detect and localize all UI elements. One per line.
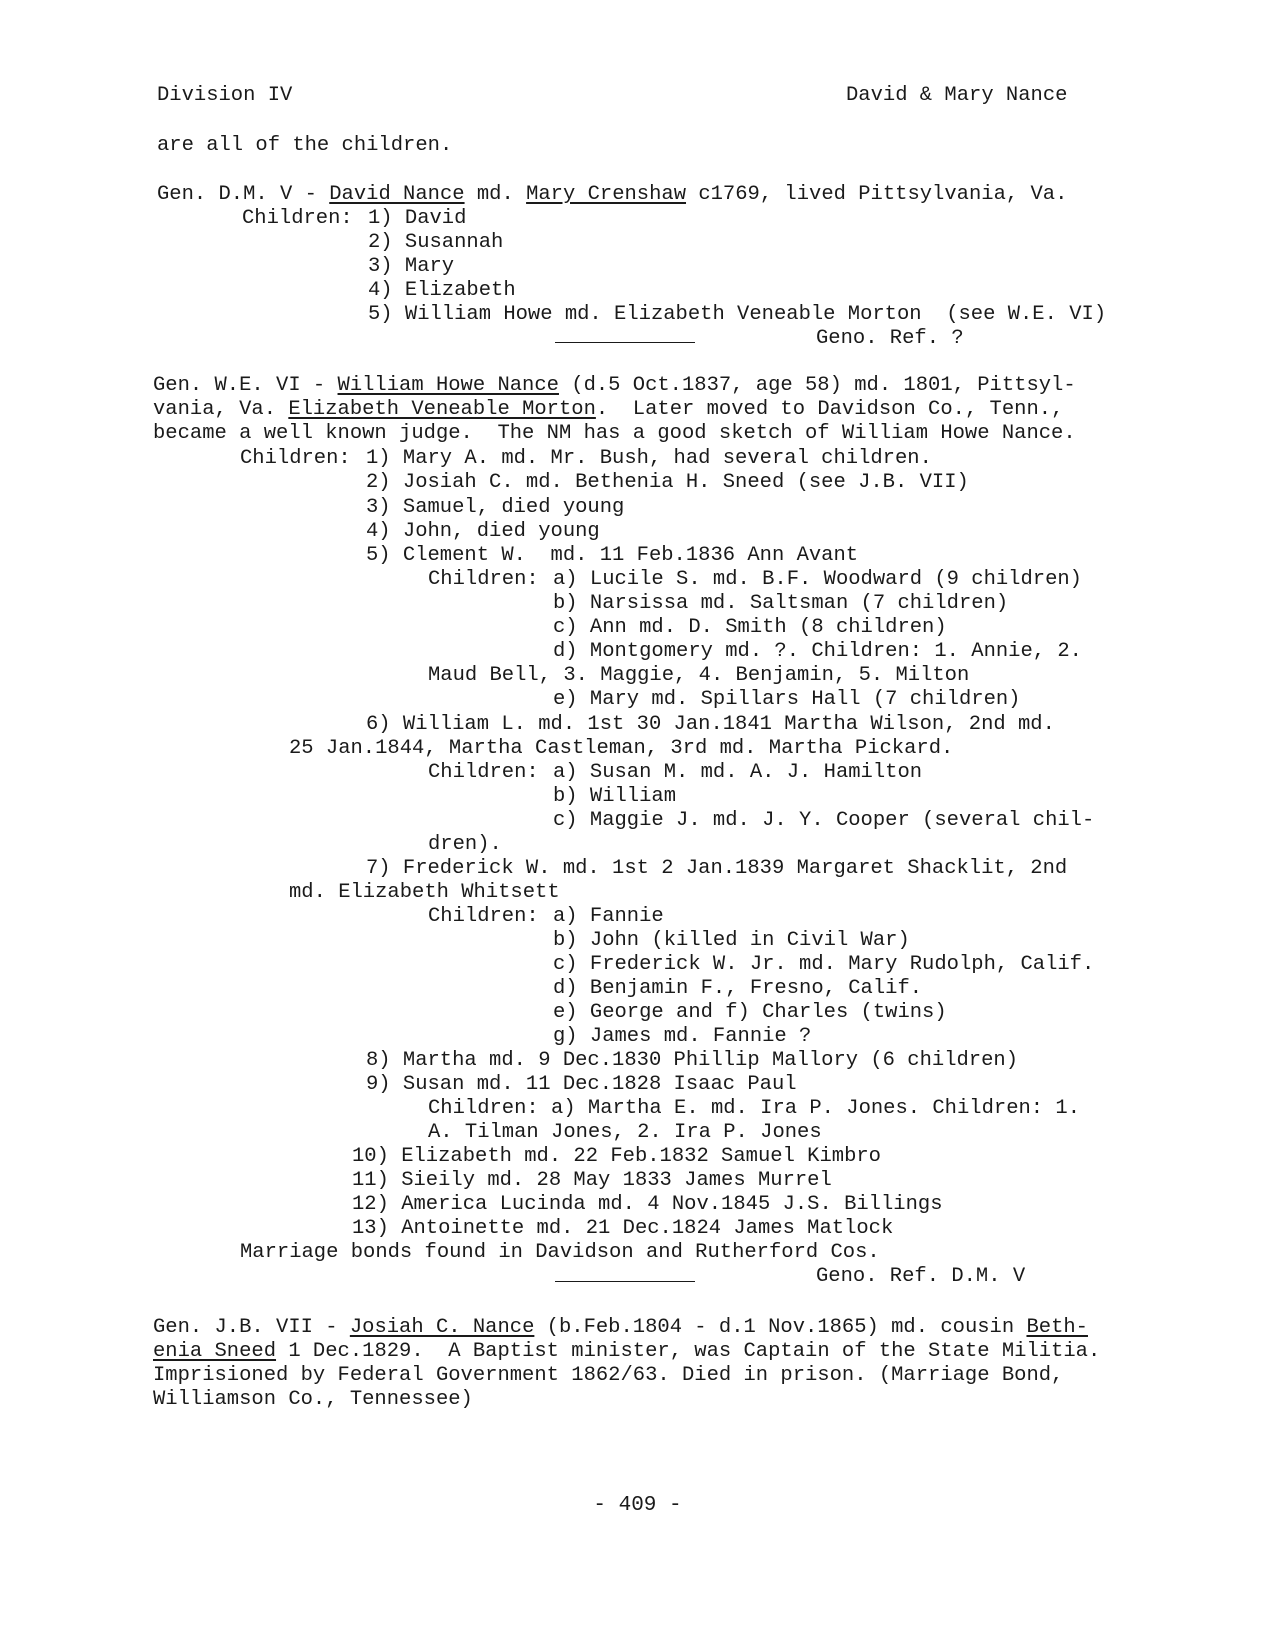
we6-line-2: vania, Va. Elizabeth Veneable Morton. Later moved to Davidson Co., Tenn.,	[153, 398, 1064, 421]
list-item: a) Fannie	[553, 905, 664, 928]
list-item: Children: a) Martha E. md. Ira P. Jones. Children: 1.	[428, 1097, 1081, 1120]
section-divider	[555, 1281, 695, 1282]
header-division: Division IV	[157, 84, 293, 107]
list-item: 13) Antoinette md. 21 Dec.1824 James Matlock	[352, 1217, 894, 1240]
jb7-name: Josiah C. Nance	[349, 1316, 535, 1339]
list-item: g) James md. Fannie ?	[553, 1025, 812, 1048]
dm5-name: David Nance	[329, 183, 465, 206]
list-item: 10) Elizabeth md. 22 Feb.1832 Samuel Kimbro	[352, 1145, 881, 1168]
page-number: - 409 -	[593, 1494, 682, 1517]
list-item: b) William	[553, 785, 677, 808]
list-item: 3) Mary	[368, 255, 455, 278]
we6-name: William Howe Nance	[337, 374, 559, 397]
list-item: 7) Frederick W. md. 1st 2 Jan.1839 Margaret Shacklit, 2nd	[366, 857, 1068, 880]
sub-children-label: Children:	[428, 568, 539, 591]
list-item-continued: A. Tilman Jones, 2. Ira P. Jones	[428, 1121, 822, 1144]
list-item: 2) Susannah	[368, 231, 504, 254]
list-item: d) Montgomery md. ?. Children: 1. Annie, 2.	[553, 640, 1082, 663]
jb7-heading: Gen. J.B. VII - Josiah C. Nance (b.Feb.1804 - d.1 Nov.1865) md. cousin Beth-	[153, 1316, 1088, 1339]
sub-children-label: Children:	[428, 905, 539, 928]
list-item: 8) Martha md. 9 Dec.1830 Phillip Mallory (6 children)	[366, 1049, 1019, 1072]
list-item: c) Frederick W. Jr. md. Mary Rudolph, Calif.	[553, 953, 1095, 976]
list-item: e) Mary md. Spillars Hall (7 children)	[553, 688, 1021, 711]
list-item: a) Susan M. md. A. J. Hamilton	[553, 761, 923, 784]
dm5-reference: Geno. Ref. ?	[816, 327, 964, 350]
list-item: 2) Josiah C. md. Bethenia H. Sneed (see J.B. VII)	[366, 471, 969, 494]
list-item: 1) David	[368, 207, 467, 230]
list-item: c) Maggie J. md. J. Y. Cooper (several chil-	[553, 809, 1095, 832]
list-item: 4) Elizabeth	[368, 279, 516, 302]
list-item: 9) Susan md. 11 Dec.1828 Isaac Paul	[366, 1073, 797, 1096]
list-item: 6) William L. md. 1st 30 Jan.1841 Martha Wilson, 2nd md.	[366, 713, 1055, 736]
list-item: b) John (killed in Civil War)	[553, 929, 910, 952]
jb7-line-2: enia Sneed 1 Dec.1829. A Baptist minister, was Captain of the State Militia.	[153, 1340, 1101, 1363]
list-item: b) Narsissa md. Saltsman (7 children)	[553, 592, 1009, 615]
list-item: 5) Clement W. md. 11 Feb.1836 Ann Avant	[366, 544, 859, 567]
list-item-continued: Maud Bell, 3. Maggie, 4. Benjamin, 5. Milton	[428, 664, 970, 687]
list-item: 12) America Lucinda md. 4 Nov.1845 J.S. Billings	[352, 1193, 943, 1216]
jb7-spouse: enia Sneed	[153, 1340, 277, 1363]
we6-heading: Gen. W.E. VI - William Howe Nance (d.5 Oct.1837, age 58) md. 1801, Pittsyl-	[153, 374, 1076, 397]
we6-line-3: became a well known judge. The NM has a good sketch of William Howe Nance.	[153, 422, 1076, 445]
we6-spouse: Elizabeth Veneable Morton	[288, 398, 596, 421]
list-item: 4) John, died young	[366, 520, 600, 543]
we6-reference: Geno. Ref. D.M. V	[816, 1265, 1026, 1288]
dm5-children-label: Children:	[242, 207, 353, 230]
list-item: a) Lucile S. md. B.F. Woodward (9 children)	[553, 568, 1082, 591]
section-divider	[555, 342, 695, 343]
sub-children-label: Children:	[428, 761, 539, 784]
list-item: c) Ann md. D. Smith (8 children)	[553, 616, 947, 639]
dm5-spouse: Mary Crenshaw	[526, 183, 687, 206]
we6-children-label: Children:	[240, 447, 351, 470]
list-item: 1) Mary A. md. Mr. Bush, had several children.	[366, 447, 932, 470]
dm5-heading: Gen. D.M. V - David Nance md. Mary Crenshaw c1769, lived Pittsylvania, Va.	[157, 183, 1068, 206]
intro-line: are all of the children.	[157, 134, 453, 157]
list-item: d) Benjamin F., Fresno, Calif.	[553, 977, 923, 1000]
list-item-continued: 25 Jan.1844, Martha Castleman, 3rd md. Martha Pickard.	[289, 737, 954, 760]
jb7-line-4: Williamson Co., Tennessee)	[153, 1388, 473, 1411]
jb7-line-3: Imprisioned by Federal Government 1862/63. Died in prison. (Marriage Bond,	[153, 1364, 1064, 1387]
list-item-continued: dren).	[428, 833, 502, 856]
list-item: 5) William Howe md. Elizabeth Veneable Morton (see W.E. VI)	[368, 303, 1107, 326]
header-family: David & Mary Nance	[846, 84, 1068, 107]
list-item: 3) Samuel, died young	[366, 496, 625, 519]
list-item: e) George and f) Charles (twins)	[553, 1001, 947, 1024]
list-item: 11) Sieily md. 28 May 1833 James Murrel	[352, 1169, 832, 1192]
we6-bonds-note: Marriage bonds found in Davidson and Rutherford Cos.	[240, 1241, 880, 1264]
list-item-continued: md. Elizabeth Whitsett	[289, 881, 560, 904]
